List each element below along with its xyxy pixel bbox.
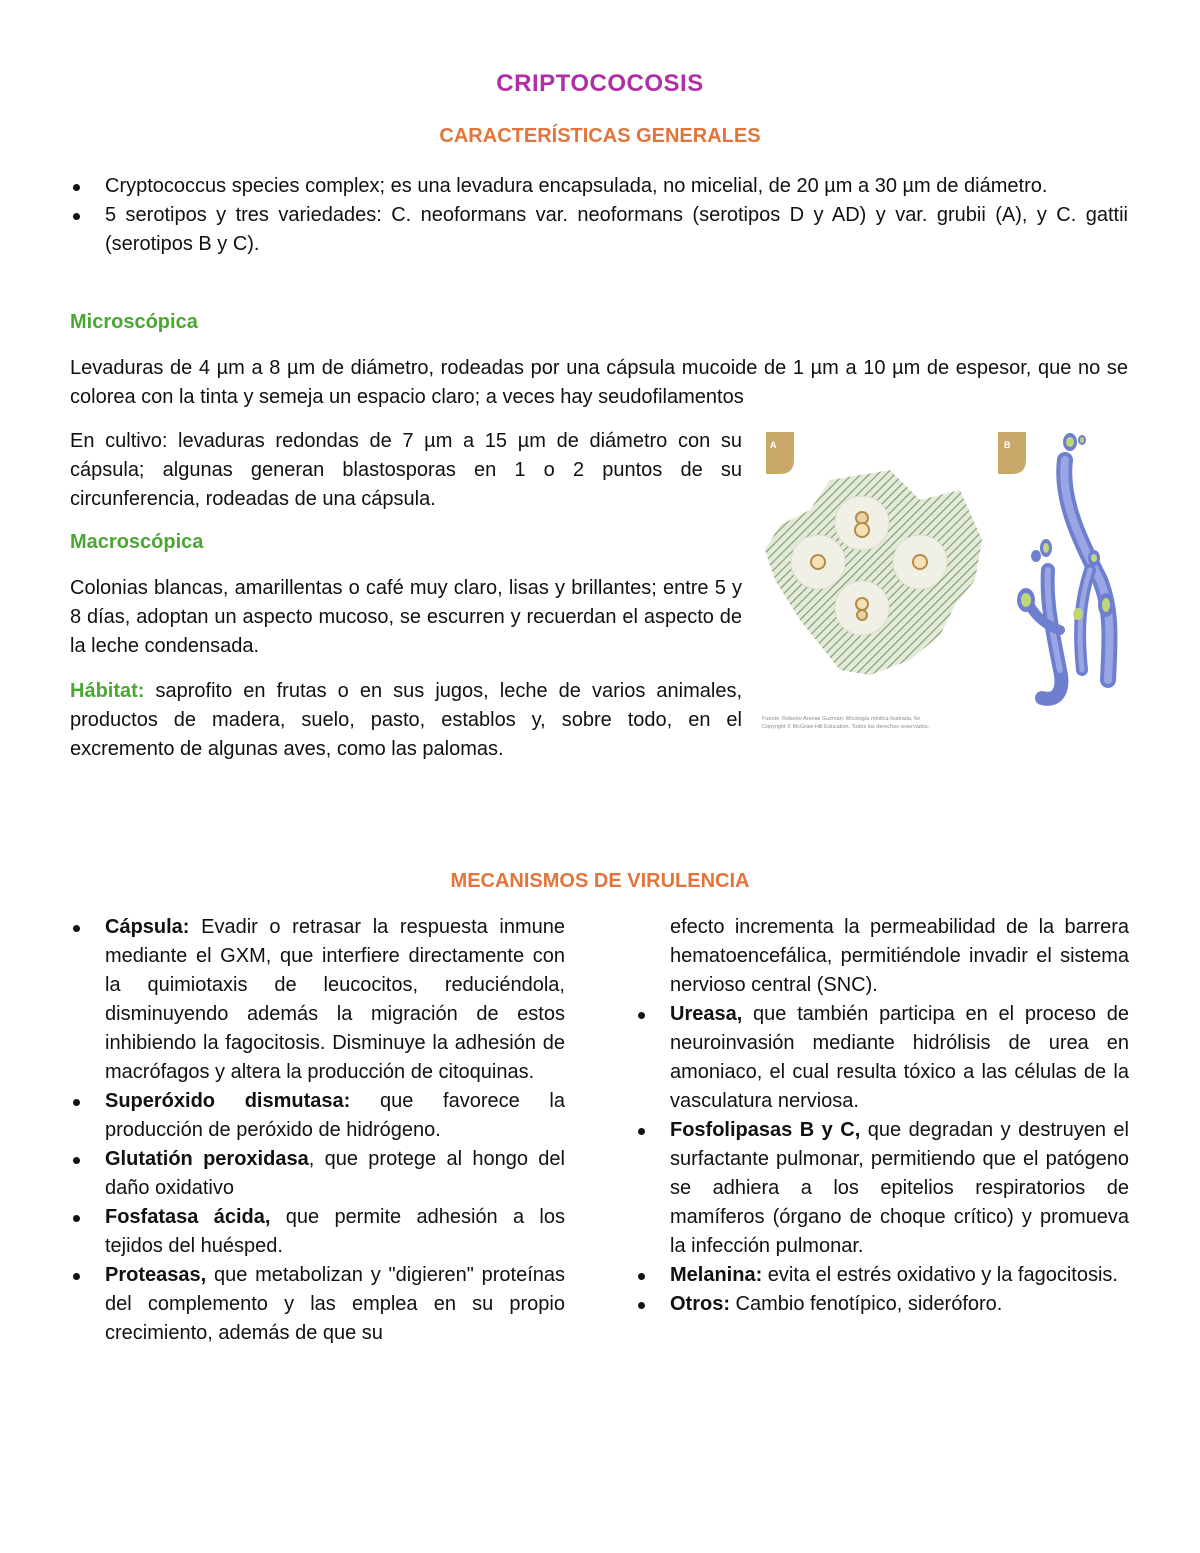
panel-a-tab	[766, 432, 794, 474]
figure-caption-line2: Copyright © McGraw-Hill Education. Todos los derechos reservados.	[762, 724, 930, 730]
macroscopic-text: Colonias blancas, amarillentas o café muy claro, lisas y brillantes; entre 5 y 8 días, adoptan un aspecto mucoso, se escurren y recuerdan el aspecto de la leche condensada.	[70, 577, 742, 657]
habitat-label: Hábitat:	[70, 680, 145, 702]
general-bullet-serotypes: 5 serotipos y tres variedades: C. neoformans var. neoformans (serotipos D y AD) y var. grubii (A), y C. gattii (serotipos B y C).	[70, 201, 1128, 259]
panel-b-label: B	[1004, 440, 1011, 450]
colony-top	[835, 496, 889, 550]
virulence-item-otros: Otros: Cambio fenotípico, sideróforo.	[635, 1290, 1129, 1319]
virulence-item-fosfatasa: Fosfatasa ácida, que permite adhesión a los tejidos del huésped.	[70, 1203, 565, 1261]
pseudohyphae-drawing	[1030, 460, 1110, 699]
virulence-item-capsula: Cápsula: Evadir o retrasar la respuesta inmune mediante el GXM, que interfiere directamente con la quimiotaxis de leucocitos, reduciéndola, disminuyendo además la migración de estos inhibiendo la fagocitosis. Disminuye la adhesión de macrófagos y altera la producción de citoquinas.	[70, 913, 565, 1087]
habitat-paragraph	[70, 677, 742, 764]
microscopic-text: Levaduras de 4 µm a 8 µm de diámetro, rodeadas por una cápsula mucoide de 1 µm a 10 µm de espesor, que no se colorea con la tinta y semeja un espacio claro; a veces hay seudofilamentos	[70, 357, 1128, 408]
culture-text: En cultivo: levaduras redondas de 7 µm a 15 µm de diámetro con su cápsula; algunas generan blastosporas en 1 o 2 puntos de su circunferencia, rodeadas de una cápsula.	[70, 430, 742, 510]
panel-a-label: A	[770, 440, 777, 450]
habitat-text: saprofito en frutas o en sus jugos, leche de varios animales, productos de madera, suelo, pasto, establos y, sobre todo, en el excremento de algunas aves, como las palomas.	[70, 680, 742, 760]
macroscopic-heading: Macroscópica	[70, 531, 204, 553]
virulence-item-glutation: Glutatión peroxidasa, que protege al hongo del daño oxidativo	[70, 1145, 565, 1203]
panel-b-tab	[998, 432, 1026, 474]
general-heading: CARACTERÍSTICAS GENERALES	[439, 125, 761, 147]
general-list	[70, 172, 1128, 259]
virulence-item-proteasas: Proteasas, que metabolizan y "digieren" proteínas del complemento y las emplea en su propio crecimiento, además de que su	[70, 1261, 565, 1348]
colony-bottom	[835, 581, 889, 635]
cryptococcus-illustration	[760, 430, 1120, 740]
colony-right	[893, 535, 947, 589]
virulence-item-melanina: Melanina: evita el estrés oxidativo y la fagocitosis.	[635, 1261, 1129, 1290]
microscopic-heading: Microscópica	[70, 311, 198, 333]
virulence-item-ureasa: Ureasa, que también participa en el proceso de neuroinvasión mediante hidrólisis de urea en amoniaco, el cual resulta tóxico a las células de la vasculatura nerviosa.	[635, 1000, 1129, 1116]
general-bullet-species: Cryptococcus species complex; es una levadura encapsulada, no micelial, de 20 µm a 30 µm de diámetro.	[70, 172, 1128, 201]
virulence-list-right	[635, 1000, 1129, 1319]
figure-caption-line1: Fuente: Roberto Arenas Guzmán: Micología médica ilustrada, 6e	[762, 716, 921, 722]
virulence-item-superoxido: Superóxido dismutasa: que favorece la producción de peróxido de hidrógeno.	[70, 1087, 565, 1145]
virulence-list-left	[70, 913, 565, 1348]
proteasas-continuation: efecto incrementa la permeabilidad de la barrera hematoencefálica, permitiéndole invadir el sistema nervioso central (SNC).	[670, 916, 1129, 996]
page-title: CRIPTOCOCOSIS	[496, 70, 704, 97]
colony-left	[791, 535, 845, 589]
virulence-item-fosfolipasas: Fosfolipasas B y C, que degradan y destruyen el surfactante pulmonar, permitiendo que el patógeno se adhiera a los epitelios respiratorios de mamíferos (órgano de choque crítico) y promueva la infección pulmonar.	[635, 1116, 1129, 1261]
virulence-heading: MECANISMOS DE VIRULENCIA	[450, 870, 750, 892]
virulence-column-right	[635, 913, 1129, 1319]
